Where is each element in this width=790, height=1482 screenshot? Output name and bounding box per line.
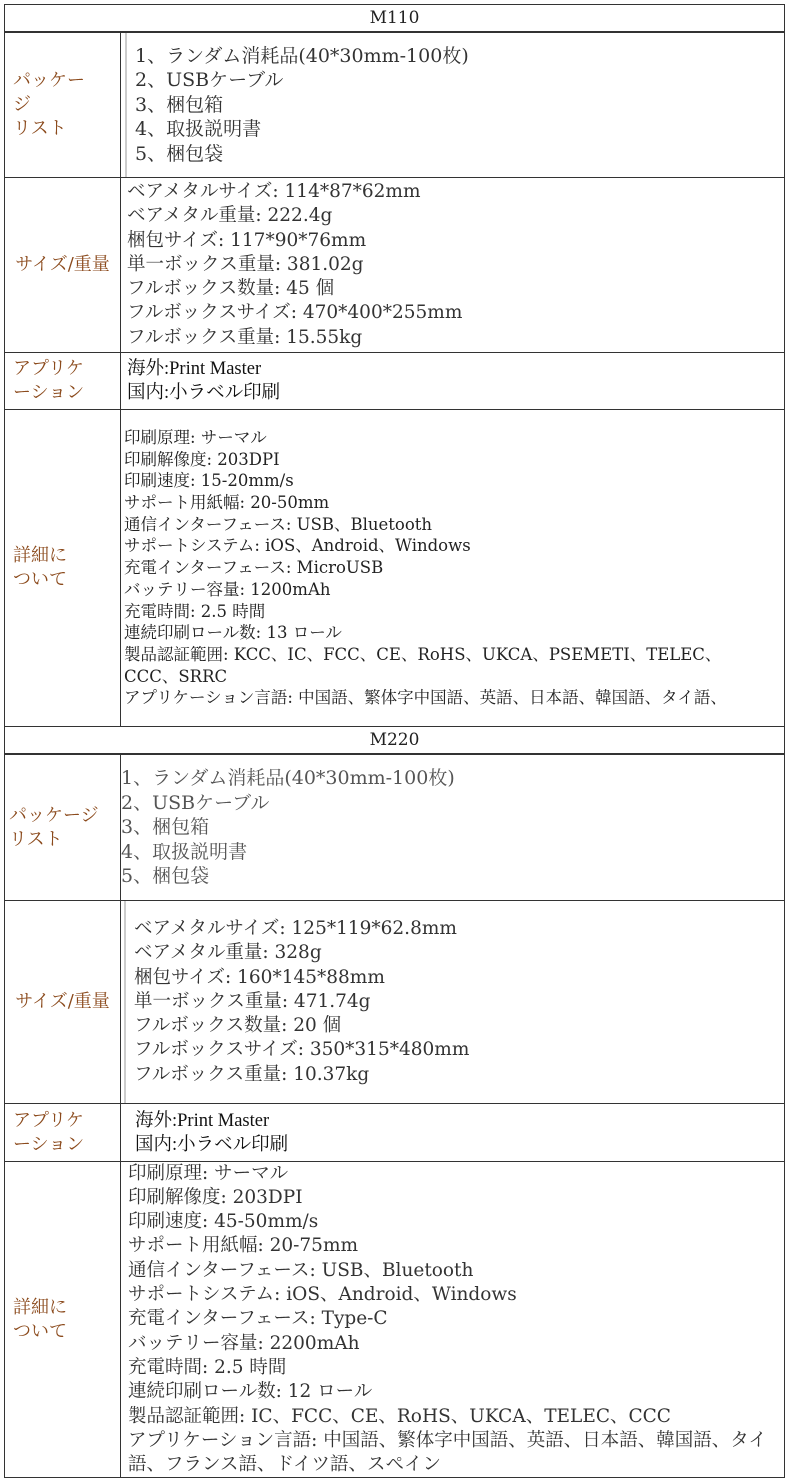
list-item: 印刷速度: 45-50mm/s: [128, 1211, 319, 1233]
list-item: アプリケーション言語: 中国語、繁体字中国語、英語、日本語、韓国語、タイ語、: [124, 688, 727, 708]
list-item: 印刷速度: 15-20mm/s: [124, 471, 294, 491]
list-item: ベアメタル重量: 328g: [134, 942, 322, 964]
list-item: 国内:小ラベル印刷: [135, 1134, 289, 1155]
list-item: フルボックスサイズ: 470*400*255mm: [127, 302, 463, 324]
list-item: 3、梱包箱: [135, 93, 224, 116]
list-item: バッテリー容量: 1200mAh: [124, 579, 331, 599]
list-item: サポートシステム: iOS、Android、Windows: [128, 1284, 517, 1306]
list-item: 連続印刷ロール数: 12 ロール: [128, 1381, 373, 1403]
details-list: [121, 410, 784, 726]
application-list: [121, 353, 784, 409]
m220-package-row: [4, 754, 785, 901]
list-item: 印刷原理: サーマル: [128, 1162, 289, 1184]
label-line: リスト: [9, 828, 63, 850]
list-item: 充電時間: 2.5 時間: [124, 601, 266, 621]
list-item: 梱包サイズ: 117*90*76mm: [127, 229, 367, 251]
application-list: [121, 1104, 784, 1161]
list-item: 通信インターフェース: USB、Bluetooth: [128, 1259, 474, 1281]
list-item: サポートシステム: iOS、Android、Windows: [124, 536, 471, 556]
list-item: 充電インターフェース: MicroUSB: [124, 558, 384, 578]
list-item: フルボックス数量: 20 個: [134, 1015, 342, 1037]
details-label: [5, 1162, 121, 1477]
list-item: 印刷解像度: 203DPI: [128, 1186, 303, 1208]
label-line: ついて: [13, 1320, 67, 1342]
list-item: 製品認証範囲: IC、FCC、CE、RoHS、UKCA、TELEC、CCC: [128, 1405, 671, 1427]
list-item: フルボックス重量: 10.37kg: [134, 1063, 370, 1085]
model-title-m220: [4, 726, 785, 754]
label-line: リスト: [13, 118, 67, 139]
list-item: 1、ランダム消耗品(40*30mm-100枚): [135, 44, 469, 67]
list-item: ベアメタルサイズ: 114*87*62mm: [127, 180, 421, 202]
list-item: 海外:Print Master: [127, 359, 262, 379]
list-item: ベアメタルサイズ: 125*119*62.8mm: [134, 917, 457, 939]
list-item: サポート用紙幅: 20-50mm: [124, 493, 330, 513]
label-line: ーション: [13, 1133, 85, 1155]
m110-size-row: [4, 177, 785, 353]
m110-details-row: [4, 409, 785, 727]
list-item: フルボックスサイズ: 350*315*480mm: [134, 1039, 470, 1061]
m220-details-row: [4, 1161, 785, 1478]
package-list: [121, 755, 784, 900]
package-list: [125, 33, 784, 177]
m110-application-row: [4, 352, 785, 410]
label-line: ついて: [13, 569, 67, 590]
size-label: [5, 901, 121, 1103]
spec-sheet: [4, 4, 785, 1478]
list-item: 連続印刷ロール数: 13 ロール: [124, 623, 342, 643]
package-label: [5, 33, 121, 177]
list-item: 梱包サイズ: 160*145*88mm: [134, 966, 385, 988]
list-item: フルボックス数量: 45 個: [127, 278, 335, 300]
label-line: アプリケ: [13, 358, 84, 379]
list-item: 充電時間: 2.5 時間: [128, 1356, 287, 1378]
list-item: 印刷原理: サーマル: [124, 427, 267, 447]
list-item: 1、ランダム消耗品(40*30mm-100枚): [121, 767, 455, 790]
list-item: ベアメタル重量: 222.4g: [127, 205, 333, 227]
list-item: 単一ボックス重量: 381.02g: [127, 253, 364, 275]
label-line: ーション: [13, 382, 85, 403]
list-item: 製品認証範囲: KCC、IC、FCC、CE、RoHS、UKCA、PSEMETI、TELEC、CCC、SRRC: [124, 644, 722, 686]
list-item: 2、USBケーブル: [135, 69, 284, 92]
list-item: 海外:Print Master: [135, 1110, 270, 1131]
size-list: [124, 901, 784, 1103]
model-name: M110: [369, 8, 420, 28]
list-item: フルボックス重量: 15.55kg: [127, 326, 363, 348]
package-label: [5, 755, 121, 900]
list-item: サポート用紙幅: 20-75mm: [128, 1235, 359, 1257]
label-line: ジ: [13, 94, 31, 115]
m110-package-row: [4, 32, 785, 178]
size-list: [121, 178, 784, 352]
label-text: サイズ/重量: [15, 991, 110, 1012]
application-label: [5, 353, 121, 409]
details-label: [5, 410, 121, 726]
label-line: パッケージ: [9, 804, 99, 826]
list-item: バッテリー容量: 2200mAh: [128, 1332, 360, 1354]
details-list: [121, 1162, 784, 1477]
label-line: 詳細に: [13, 1296, 67, 1318]
list-item: 国内:小ラベル印刷: [127, 383, 281, 403]
m220-size-row: [4, 900, 785, 1104]
list-item: 充電インターフェース: Type-C: [128, 1308, 388, 1330]
list-item: 印刷解像度: 203DPI: [124, 449, 280, 469]
m220-application-row: [4, 1103, 785, 1162]
list-item: アプリケーション言語: 中国語、繁体字中国語、英語、日本語、韓国語、タイ語、フランス語、ドイツ語、スペイン: [128, 1429, 767, 1476]
list-item: 2、USBケーブル: [121, 791, 270, 814]
size-label: [5, 178, 121, 352]
model-name: M220: [369, 730, 420, 750]
label-text: サイズ/重量: [15, 254, 110, 275]
label-line: アプリケ: [13, 1109, 84, 1131]
list-item: 3、梱包箱: [121, 816, 210, 839]
list-item: 4、取扱説明書: [121, 840, 248, 863]
list-item: 単一ボックス重量: 471.74g: [134, 990, 371, 1012]
list-item: 4、取扱説明書: [135, 118, 262, 141]
label-line: パッケー: [13, 70, 85, 91]
list-item: 5、梱包袋: [121, 865, 210, 888]
model-title-m110: [4, 4, 785, 32]
label-line: 詳細に: [13, 545, 67, 566]
list-item: 通信インターフェース: USB、Bluetooth: [124, 514, 433, 534]
list-item: 5、梱包袋: [135, 142, 224, 165]
application-label: [5, 1104, 121, 1161]
